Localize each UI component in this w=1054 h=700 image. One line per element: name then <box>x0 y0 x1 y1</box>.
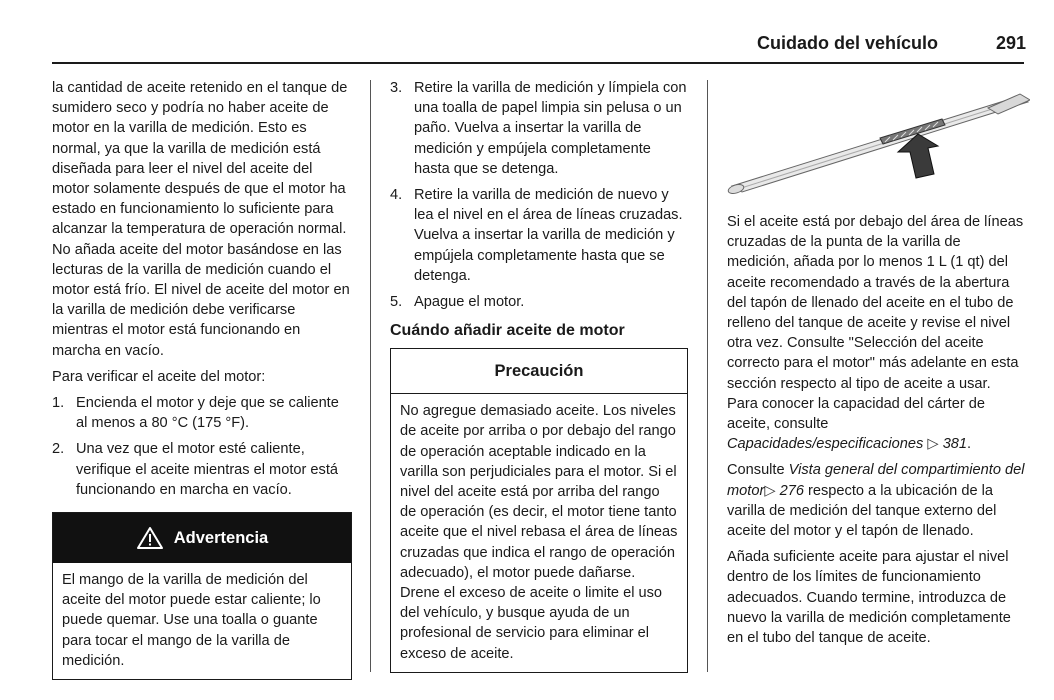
intro-paragraph: la cantidad de aceite retenido en el tanque de sumidero seco y podría no haber aceite de motor en la varilla de medición. Esto es normal, ya que la varilla de medición está diseñada para leer el nivel del aceite del motor solamente después de que el motor ha estado en funcionamiento lo suficiente para alcanzar la temperatura de operación normal. No añada aceite del motor basándose en las lecturas de la varilla de medición cuando el motor está frío. El nivel de aceite del motor en la varilla de medición debe verificarse mientras el motor está funcionando en marcha en vacío. <box>52 80 350 359</box>
check-steps-list <box>52 393 352 500</box>
step-number: 5. <box>390 294 403 311</box>
column-3 <box>727 212 1025 654</box>
check-oil-lead: Para verificar el aceite del motor: <box>52 368 266 385</box>
capacities-page-number[interactable]: 381 <box>942 436 968 453</box>
caution-box <box>390 348 688 673</box>
list-item <box>52 393 352 433</box>
consult-lead: Consulte <box>727 462 785 479</box>
step-number: 3. <box>390 80 403 96</box>
warning-header <box>53 513 351 563</box>
warning-triangle-icon <box>136 526 164 550</box>
warning-box <box>52 512 352 680</box>
step-number: 4. <box>390 187 403 204</box>
list-item <box>52 439 352 500</box>
location-text: respecto a la ubicación de la varilla de medición del tanque externo del aceite del motor y el tapón de llenado. <box>727 482 997 540</box>
list-item <box>390 185 688 286</box>
period: . <box>967 436 972 453</box>
final-paragraph: Añada suficiente aceite para ajustar el nivel dentro de los límites de funcionamiento adecuados. Cuando termine, introduzca de nuevo la varilla de medición completamente en el tubo del tanque de aceite. <box>727 549 1011 647</box>
step-number: 2. <box>52 441 65 458</box>
add-oil-text: Si el aceite está por debajo del área de líneas cruzadas de la punta de la varilla de medición, añada por lo menos 1 L (1 qt) del aceite recomendado a través de la abertura del tapón de llenado del aceite en el tubo de relleno del tanque de aceite y revise el nivel otra vez. Consulte "Selección del aceite correcto para el motor" más adelante en esta sección respecto al tipo de aceite a usar. Para conocer la capacidad del cárter de aceite, consulte <box>727 214 1024 433</box>
section-title: Cuidado del vehículo <box>756 33 938 53</box>
warning-body: El mango de la varilla de medición del aceite del motor puede estar caliente; lo puede quemar. Use una toalla o guante para tocar el mango de la varilla de medición. <box>62 572 321 669</box>
caution-body: No agregue demasiado aceite. Los niveles de aceite por arriba o por debajo del rango de operación aceptable indicado en la varilla son perjudiciales para el motor. Si el nivel del aceite está por arriba del rango de operación (es decir, el motor tiene tanto aceite que el nivel rebasa el área de líneas cruzadas que indica el rango de operación adecuado), el motor puede dañarse. Drene el exceso de aceite o limite el uso del vehículo, y busque ayuda de un profesional de servicio para eliminar el exceso de aceite. <box>400 403 678 662</box>
subheading: Cuándo añadir aceite de motor <box>390 322 625 340</box>
step-text: Retire la varilla de medición y límpiela con una toalla de papel limpia sin pelusa o un paño. Vuelva a insertar la varilla de medición y empújela completamente hasta que se detenga. <box>414 80 687 177</box>
list-item <box>390 292 688 312</box>
caution-header: Precaución <box>391 349 687 394</box>
step-text: Apague el motor. <box>414 294 525 311</box>
check-steps-list-continued <box>390 78 688 312</box>
step-text: Una vez que el motor esté caliente, verifique el aceite mientras el motor está funcionando en marcha en vacío. <box>76 441 338 498</box>
warning-title: Advertencia <box>173 528 269 547</box>
column-divider-2 <box>707 80 708 672</box>
column-2 <box>390 78 688 673</box>
page-reference-arrow-icon: ▷ <box>764 482 776 499</box>
engine-compartment-reference-link[interactable]: Vista general del compartimiento del motor <box>727 462 1025 499</box>
list-item <box>390 78 688 179</box>
page-number: 291 <box>995 33 1026 53</box>
location-paragraph <box>727 460 1025 541</box>
step-text: Retire la varilla de medición de nuevo y lea el nivel en el área de líneas cruzadas. Vuelva a insertar la varilla de medición y empújela completamente hasta que se detenga. <box>414 187 683 284</box>
step-text: Encienda el motor y deje que se caliente al menos a 80 °C (175 °F). <box>76 395 339 432</box>
dipstick-illustration <box>720 78 1030 206</box>
header-rule <box>52 62 1024 64</box>
column-1 <box>52 78 352 680</box>
page-reference-arrow-icon: ▷ <box>927 436 939 453</box>
column-divider-1 <box>370 80 371 672</box>
engine-compartment-page-number[interactable]: 276 <box>779 482 804 499</box>
step-number: 1. <box>52 395 65 412</box>
capacities-reference-link[interactable]: Capacidades/especificaciones <box>727 436 924 453</box>
add-oil-paragraph <box>727 212 1025 454</box>
